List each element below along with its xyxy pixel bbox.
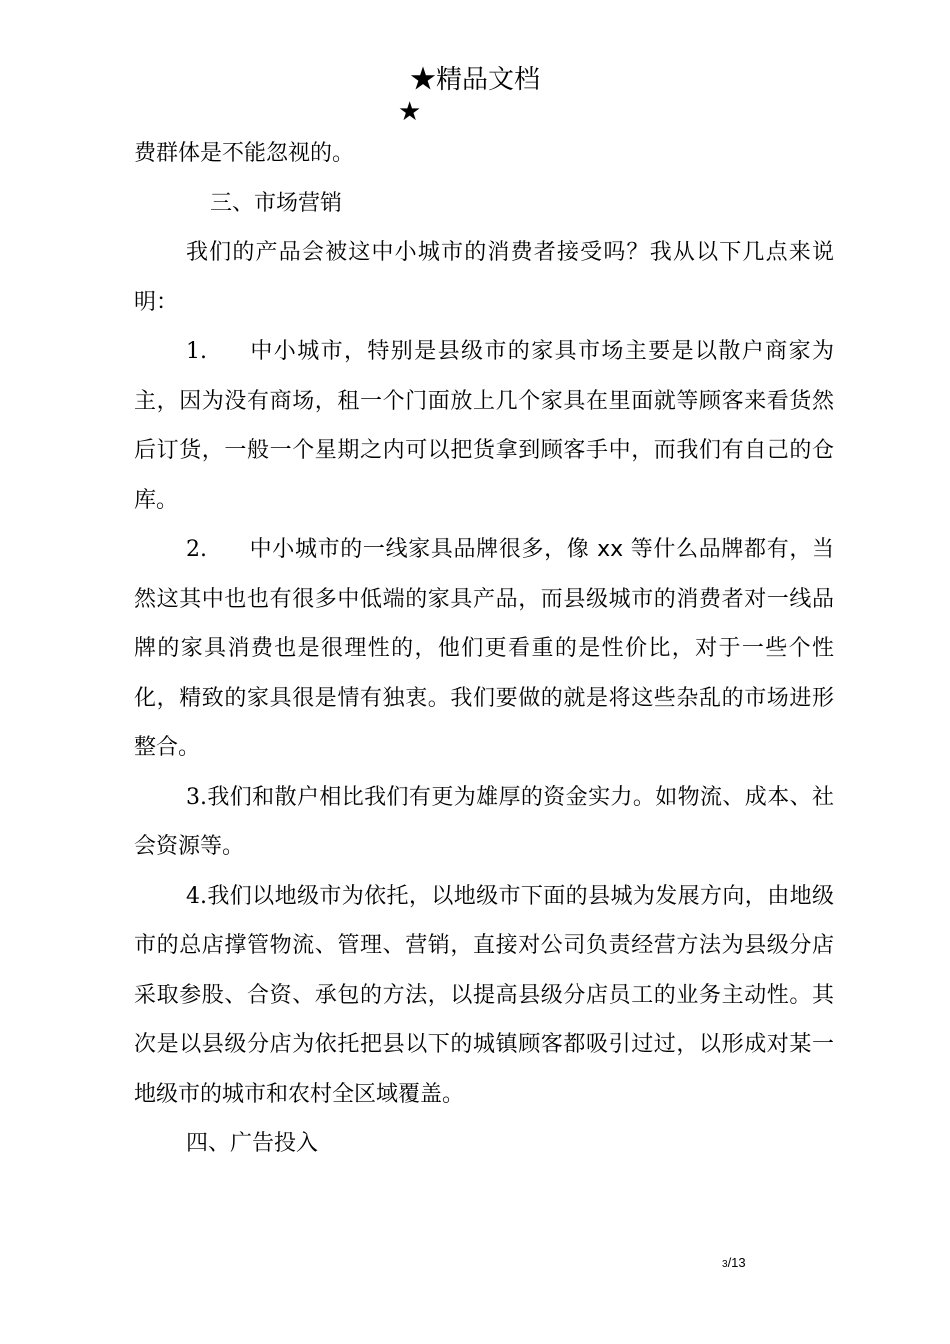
list-number: 4. — [186, 883, 207, 909]
list-text: 中小城市，特别是县级市的家具市场主要是以散户商家为主，因为没有商场，租一个门面放上几个家具在里面就等顾客来看货然后订货，一般一个星期之内可以把货拿到顾客手中，而我们有自己的仓库。 — [134, 339, 834, 513]
list-text: 我们以地级市为依托，以地级市下面的县城为发展方向，由地级市的总店撑管物流、管理、营销，直接对公司负责经营方法为县级分店采取参股、合资、承包的方法，以提高县级分店员工的业务主动性。其次是以县级分店为依托把县以下的城镇顾客都吸引过过，以形成对某一地级市的城市和农村全区域覆盖。 — [134, 883, 834, 1107]
paragraph-continuation: 费群体是不能忽视的。 — [134, 141, 355, 166]
list-item-4 — [134, 872, 834, 1120]
list-item-3 — [134, 773, 834, 872]
header-title: ★精品文档 — [409, 65, 540, 95]
list-number: 2. — [186, 537, 207, 562]
page-total: /13 — [727, 1255, 746, 1270]
list-number: 3. — [186, 784, 207, 810]
section-heading-advertising: 四、广告投入 — [186, 1131, 319, 1156]
page-number — [722, 1255, 746, 1270]
document-body — [134, 129, 834, 1169]
list-text: 我们和散户相比我们有更为雄厚的资金实力。如物流、成本、社会资源等。 — [134, 784, 834, 859]
list-item-2 — [134, 525, 834, 773]
document-header — [0, 64, 950, 127]
page-current: 3 — [722, 1259, 728, 1270]
list-text: 中小城市的一线家具品牌很多，像 xx 等什么品牌都有，当然这其中也也有很多中低端的家具产品，而县级城市的消费者对一线品牌的家具消费也是很理性的，他们更看重的是性价比，对于一些个性化，精致的家具很是情有独衷。我们要做的就是将这些杂乱的市场进形整合。 — [134, 537, 834, 760]
paragraph-question: 我们的产品会被这中小城市的消费者接受吗？我从以下几点来说明： — [134, 240, 834, 315]
section-heading-marketing: 三、市场营销 — [210, 190, 343, 216]
star-icon: ★ — [398, 97, 422, 127]
list-number: 1. — [186, 339, 207, 364]
list-item-1 — [134, 327, 834, 525]
